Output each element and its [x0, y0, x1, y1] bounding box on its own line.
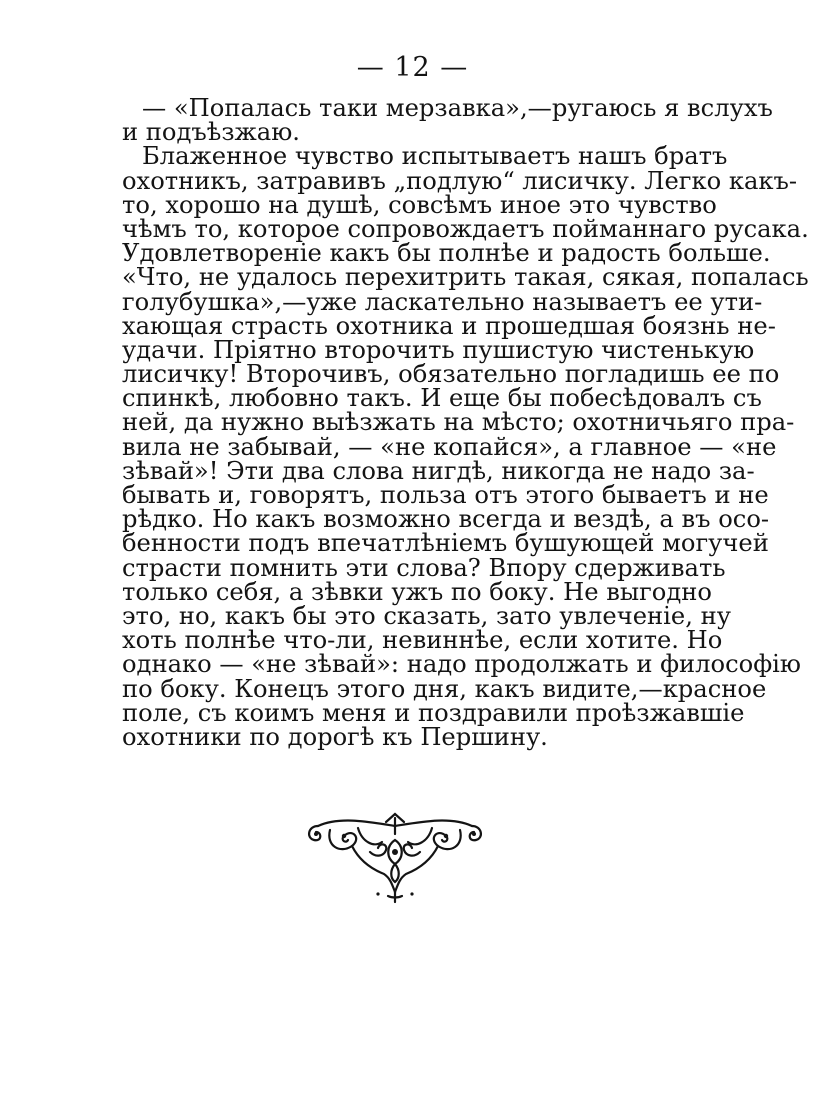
text-line: Удовлетвореніе какъ бы полнѣе и радость больше.: [122, 239, 771, 268]
text-line: удачи. Пріятно второчить пушистую чистенькую: [122, 335, 755, 364]
text-line: лисичку! Второчивъ, обязательно погладишь ее по: [122, 360, 780, 389]
text-line: поле, съ коимъ меня и поздравили проѣзжавшіе: [122, 698, 745, 727]
text-line: хающая страсть охотника и прошедшая боязнь не-: [122, 311, 776, 340]
body-text: [122, 94, 809, 751]
text-line: и подъѣзжаю.: [122, 118, 300, 147]
text-line: ней, да нужно выѣзжать на мѣсто; охотничьяго пра-: [122, 408, 795, 437]
text-line: спинкѣ, любовно такъ. И еще бы побесѣдовалъ съ: [122, 384, 762, 413]
text-line: рѣдко. Но какъ возможно всегда и вездѣ, а въ осо-: [122, 505, 770, 534]
text-line: зѣвай»! Эти два слова нигдѣ, никогда не надо за-: [122, 456, 755, 485]
text-line: однако — «не зѣвай»: надо продолжать и философію: [122, 650, 801, 679]
text-line: бывать и, говорятъ, польза отъ этого бываетъ и не: [122, 481, 769, 509]
text-line: охотники по дорогѣ къ Першину.: [122, 722, 548, 751]
page-number: — 12 —: [356, 52, 469, 83]
text-line: охотникъ, затравивъ „подлую“ лисичку. Легко какъ-: [122, 166, 798, 195]
text-line: то, хорошо на душѣ, совсѣмъ иное это чувство: [122, 190, 717, 219]
text-line: хоть полнѣе что-ли, невиннѣе, если хотите. Но: [122, 626, 723, 655]
text-line: по боку. Конецъ этого дня, какъ видите,—красное: [122, 674, 767, 703]
text-line: вила не забывай, — «не копайся», а главное — «не: [122, 432, 777, 461]
floral-ornament-icon: [300, 812, 490, 904]
text-line: — «Попалась таки мерзавка»,—ругаюсь я вслухъ: [142, 94, 773, 122]
text-line: это, но, какъ бы это сказать, зато увлеченіе, ну: [122, 601, 731, 630]
text-line: «Что, не удалось перехитрить такая, сякая, попалась: [122, 263, 809, 292]
text-line: Блаженное чувство испытываетъ нашъ братъ: [142, 142, 728, 171]
text-line: страсти помнить эти слова? Впору сдерживать: [122, 553, 726, 582]
text-line: голубушка»,—уже ласкательно называетъ ее ути-: [122, 287, 763, 316]
text-line: бенности подъ впечатлѣніемъ бушующей могучей: [122, 529, 769, 558]
text-line: только себя, а зѣвки ужъ по боку. Не выгодно: [122, 577, 712, 606]
text-line: чѣмъ то, которое сопровождаетъ пойманнаго русака.: [122, 214, 809, 243]
